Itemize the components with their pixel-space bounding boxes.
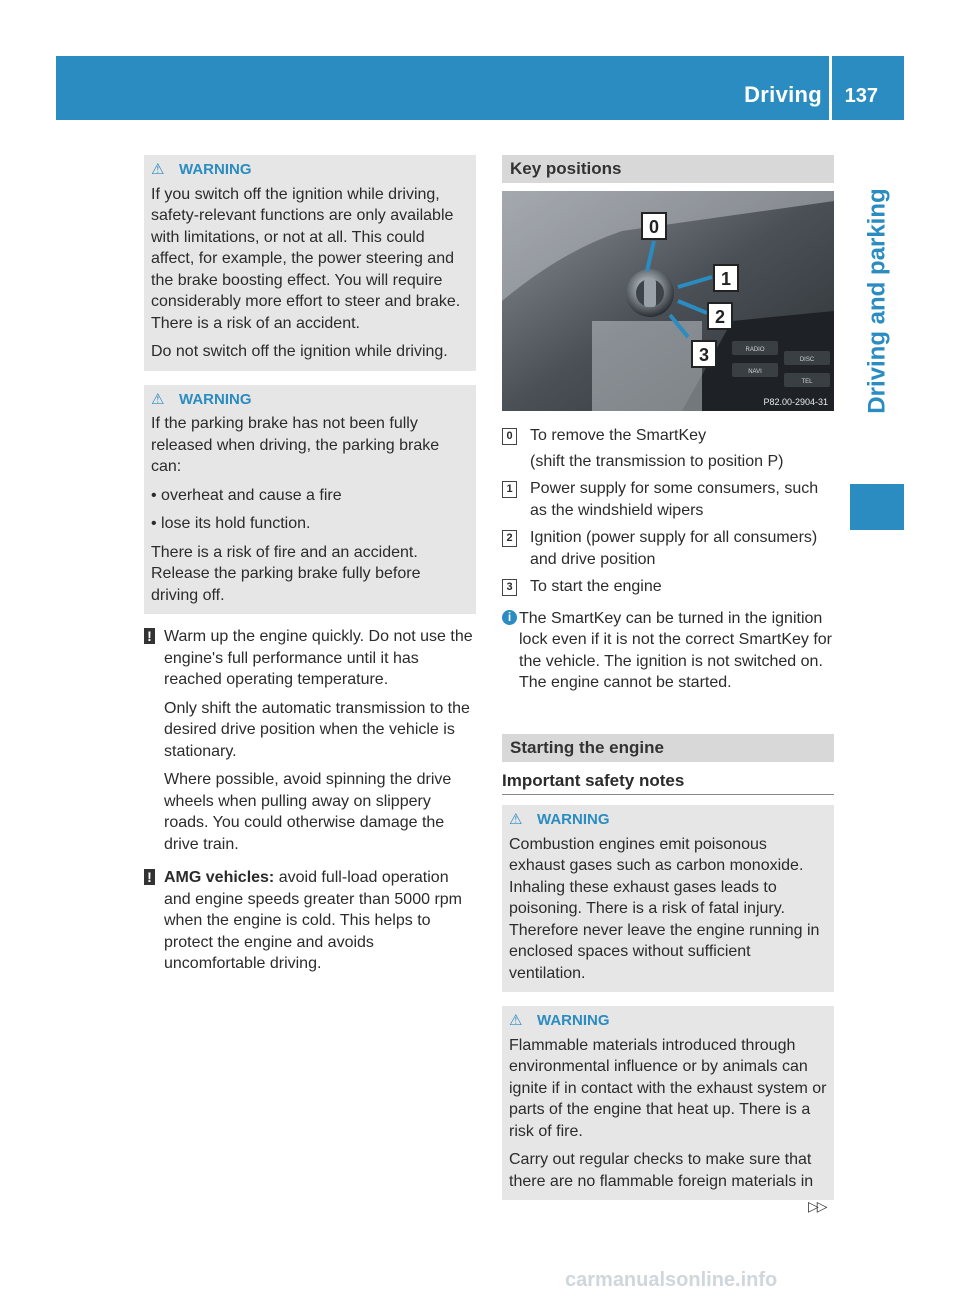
- warning-triangle-icon: ⚠: [151, 390, 165, 408]
- subheading-safety-notes: Important safety notes: [502, 770, 834, 796]
- side-tab-label: Driving and parking: [863, 188, 891, 414]
- legend-text: Ignition (power supply for all consumers) and drive position: [530, 529, 818, 568]
- right-column: [502, 155, 834, 1200]
- warning-text: If the parking brake has not been fully released when driving, the parking brake can:: [151, 415, 440, 475]
- image-code: P82.00-2904-31: [763, 397, 828, 407]
- warning-triangle-icon: ⚠: [151, 161, 165, 178]
- legend-text: Power supply for some consumers, such as the windshield wipers: [530, 480, 819, 519]
- bullet-item: • overheat and cause a fire: [151, 486, 342, 504]
- info-text: The SmartKey can be turned in the ignition lock even if it is not the correct SmartKey for the vehicle. The ignition is not switched on. The engine cannot be started.: [519, 609, 833, 691]
- warning-box-ignition: [144, 155, 476, 371]
- warning-text: There is a risk of fire and an accident. Release the parking brake fully before driving off.: [151, 543, 421, 604]
- continue-arrow-icon: ▷▷: [808, 1198, 826, 1214]
- watermark: carmanualsonline.info: [565, 1269, 778, 1291]
- position-label-3: 3: [698, 345, 710, 365]
- tel-button-label: TEL: [801, 379, 813, 385]
- warning-text: Carry out regular checks to make sure that there are no flammable foreign materials in: [509, 1151, 814, 1190]
- navi-button-label: NAVI: [748, 369, 762, 375]
- header-separator: [829, 56, 832, 120]
- legend-item: [502, 576, 834, 598]
- warning-title: ⚠ WARNING: [151, 159, 469, 181]
- section-heading-starting-engine: Starting the engine: [502, 734, 834, 762]
- exclamation-icon: !: [144, 869, 155, 885]
- left-column: [144, 155, 476, 975]
- warning-text: Flammable materials introduced through environmental influence or by animals can ignite if in contact with the exhaust system or parts of the engine that heat up. There is a risk of fire.: [509, 1036, 827, 1140]
- disc-button-label: DISC: [799, 357, 815, 363]
- side-tab-marker: [850, 484, 904, 530]
- header-bar: [56, 56, 904, 120]
- warning-triangle-icon: ⚠: [509, 811, 523, 828]
- warning-box-exhaust: [502, 805, 834, 992]
- warning-triangle-icon: ⚠: [509, 1012, 523, 1029]
- section-heading-key-positions: Key positions: [502, 155, 834, 183]
- legend-text: To remove the SmartKey: [530, 427, 707, 444]
- legend-key: 3: [502, 579, 517, 596]
- page-number: 137: [844, 85, 878, 107]
- position-label-2: 2: [714, 307, 726, 327]
- warning-title: ⚠ WARNING: [509, 1010, 827, 1032]
- warning-box-parking-brake: [144, 385, 476, 615]
- warning-title: ⚠ WARNING: [509, 809, 827, 831]
- info-note: [502, 608, 834, 694]
- note-text: AMG vehicles: avoid full-load operation and engine speeds greater than 5000 rpm when the engine is cold. This helps to protect the engine and avoids uncomfortable driving.: [164, 869, 462, 972]
- warning-title: ⚠ WARNING: [151, 389, 469, 411]
- position-label-0: 0: [648, 217, 660, 237]
- warning-text: Do not switch off the ignition while driving.: [151, 343, 448, 360]
- legend-text: (shift the transmission to position P): [530, 452, 784, 470]
- legend-text: To start the engine: [530, 578, 662, 595]
- note-text: Warm up the engine quickly. Do not use the engine's full performance until it has reached operating temperature.: [164, 628, 473, 688]
- ignition-lock-photo: [502, 191, 834, 411]
- side-tab: [850, 126, 904, 476]
- radio-button-label: RADIO: [745, 347, 765, 353]
- legend-item: [502, 478, 834, 521]
- legend-item: [502, 425, 834, 472]
- legend-key: 0: [502, 428, 517, 445]
- key-position-legend: [502, 425, 834, 598]
- exclamation-icon: !: [144, 628, 155, 644]
- note-warm-up: [144, 626, 476, 855]
- note-text: Only shift the automatic transmission to the desired drive position when the vehicle is stationary.: [164, 699, 470, 760]
- ignition-lock-illustration: [502, 191, 834, 411]
- note-text: Where possible, avoid spinning the drive wheels when pulling away on slippery roads. You could otherwise damage the drive train.: [164, 771, 452, 853]
- info-icon: i: [502, 610, 517, 625]
- position-label-1: 1: [720, 269, 732, 289]
- note-amg: [144, 867, 476, 975]
- legend-item: [502, 527, 834, 570]
- warning-text: If you switch off the ignition while driving, safety-relevant functions are only available with limitations, or not at all. This could affect, for example, the power steering and the brake boosting effect. You will require considerably more effort to steer and brake. There is a risk of an accident.: [151, 185, 461, 332]
- legend-key: 1: [502, 481, 517, 498]
- section-title: Driving: [744, 82, 822, 107]
- warning-text: Combustion engines emit poisonous exhaust gases such as carbon monoxide. Inhaling these exhaust gases leads to poisoning. There is a risk of fatal injury. Therefore never leave the engine running in enclosed spaces without sufficient ventilation.: [509, 835, 820, 982]
- legend-key: 2: [502, 530, 517, 547]
- bullet-item: • lose its hold function.: [151, 515, 311, 532]
- warning-box-flammable: [502, 1006, 834, 1200]
